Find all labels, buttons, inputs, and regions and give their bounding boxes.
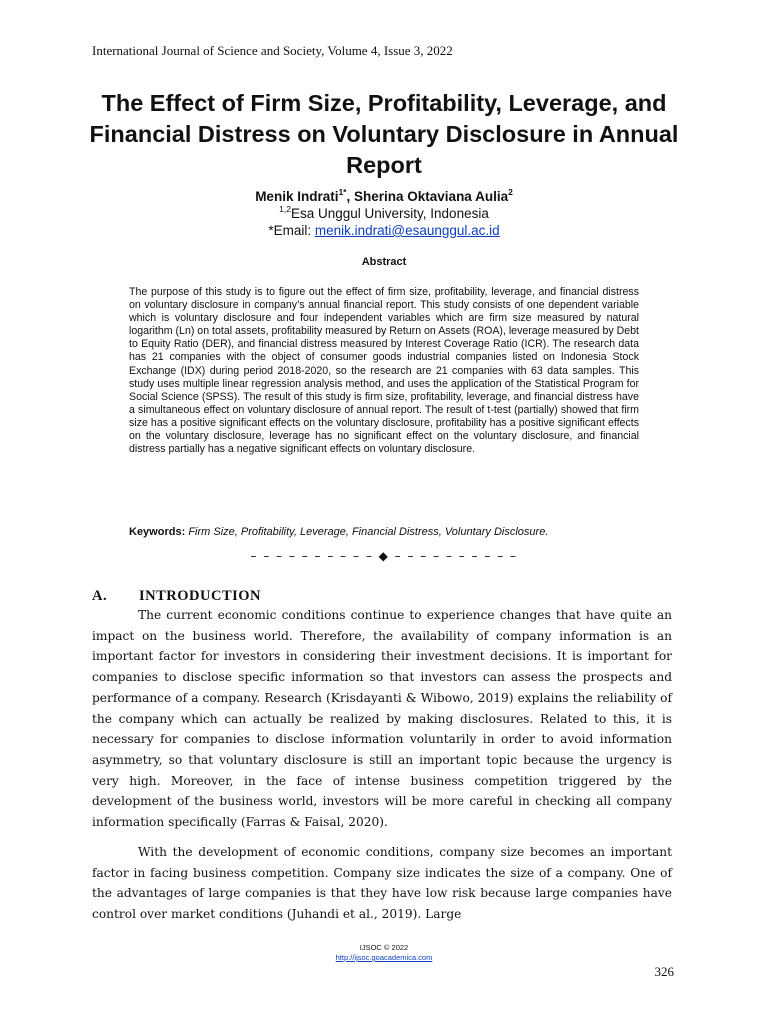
author-superscript: 1*	[338, 186, 347, 197]
footer-url	[284, 953, 484, 962]
keywords	[129, 525, 649, 539]
affiliation	[84, 205, 684, 223]
page-number: 326	[654, 964, 674, 979]
affiliation-name: Esa Unggul University, Indonesia	[290, 206, 489, 221]
body-paragraph	[92, 605, 672, 833]
email-label: *Email:	[268, 223, 315, 238]
section-heading	[92, 588, 261, 605]
affiliation-superscript: 1,2	[279, 203, 291, 214]
author-line	[84, 188, 684, 206]
email-link[interactable]: menik.indrati@esaunggul.ac.id	[314, 223, 500, 238]
section-number: A.	[92, 588, 108, 604]
paragraph-text: With the development of economic conditions, company size becomes an important factor in facing business competition. Company size indicates the size of a company. One of the advantages of large companies is that they have low risk because large companies have control over market conditions (Juhandi et al., 2019). Large	[92, 845, 672, 922]
email-line	[84, 222, 684, 240]
journal-header: International Journal of Science and Society, Volume 4, Issue 3, 2022	[92, 43, 453, 58]
footer-copyright: IJSOC © 2022	[359, 943, 409, 952]
body-paragraph	[92, 842, 672, 925]
abstract-heading: Abstract	[361, 256, 407, 268]
journal-link[interactable]: http://ijsoc.goacademica.com	[335, 953, 433, 962]
abstract-text: The purpose of this study is to figure out the effect of firm size, profitability, leverage, and financial distress on voluntary disclosure in company’s annual financial report. This study consists of one dependent variable which is voluntary disclosure and four independent variables which are firm size measured by natural logarithm (Ln) on total assets, profitability measured by Return on Assets (ROA), leverage measured by Debt to Equity Ratio (DER), and financial distress measured by Interest Coverage Ratio (ICR). The research data has 21 companies with the object of consumer goods industrial companies listed on Indonesia Stock Exchange (IDX) during period 2018-2020, so the research are 21 companies with 63 data samples. This study uses multiple linear regression analysis method, and uses the application of the Statistical Program for Social Science (SPSS). The result of this study is firm size, profitability, leverage, and financial distress have a simultaneous effect on voluntary disclosure of annual report. The result of t-test (partially) showed that firm size has a positive significant effects on the voluntary disclosure, profitability has a positive significant effects on the voluntary disclosure, leverage has no significant effect on the voluntary disclosure, and financial distress partially has a negative significant effects on voluntary disclosure.	[129, 286, 639, 456]
keywords-values: Firm Size, Profitability, Leverage, Financial Distress, Voluntary Disclosure.	[188, 526, 549, 538]
section-title: INTRODUCTION	[139, 588, 262, 604]
paper-title: The Effect of Firm Size, Profitability, Leverage, and Financial Distress on Voluntary Disclosure in Annual Report	[89, 90, 679, 178]
keywords-label: Keywords:	[129, 526, 186, 538]
author-name: Sherina Oktaviana Aulia	[354, 189, 509, 204]
section-divider: – – – – – – – – – – ◆ – – – – – – – – – –	[250, 549, 518, 563]
author-name: Menik Indrati	[255, 189, 339, 204]
author-separator: ,	[346, 189, 355, 204]
author-superscript: 2	[508, 186, 513, 197]
paragraph-text: The current economic conditions continue to experience changes that have quite an impact on the business world. Therefore, the availability of company information is an important factor for investors in considering their investment decisions. It is important for companies to disclose specific information so that investors can assess the prospects and performance of a company. Research (Krisdayanti & Wibowo, 2019) explains the reliability of the company which can actually be realized by making disclosures. Related to this, it is necessary for companies to disclose information voluntarily in order to avoid information asymmetry, so that voluntary disclosure is still an important topic because the urgency is very high. Moreover, in the face of intense business competition triggered by the development of the business world, investors will be more careful in checking all company information specifically (Farras & Faisal, 2020).	[92, 608, 672, 830]
